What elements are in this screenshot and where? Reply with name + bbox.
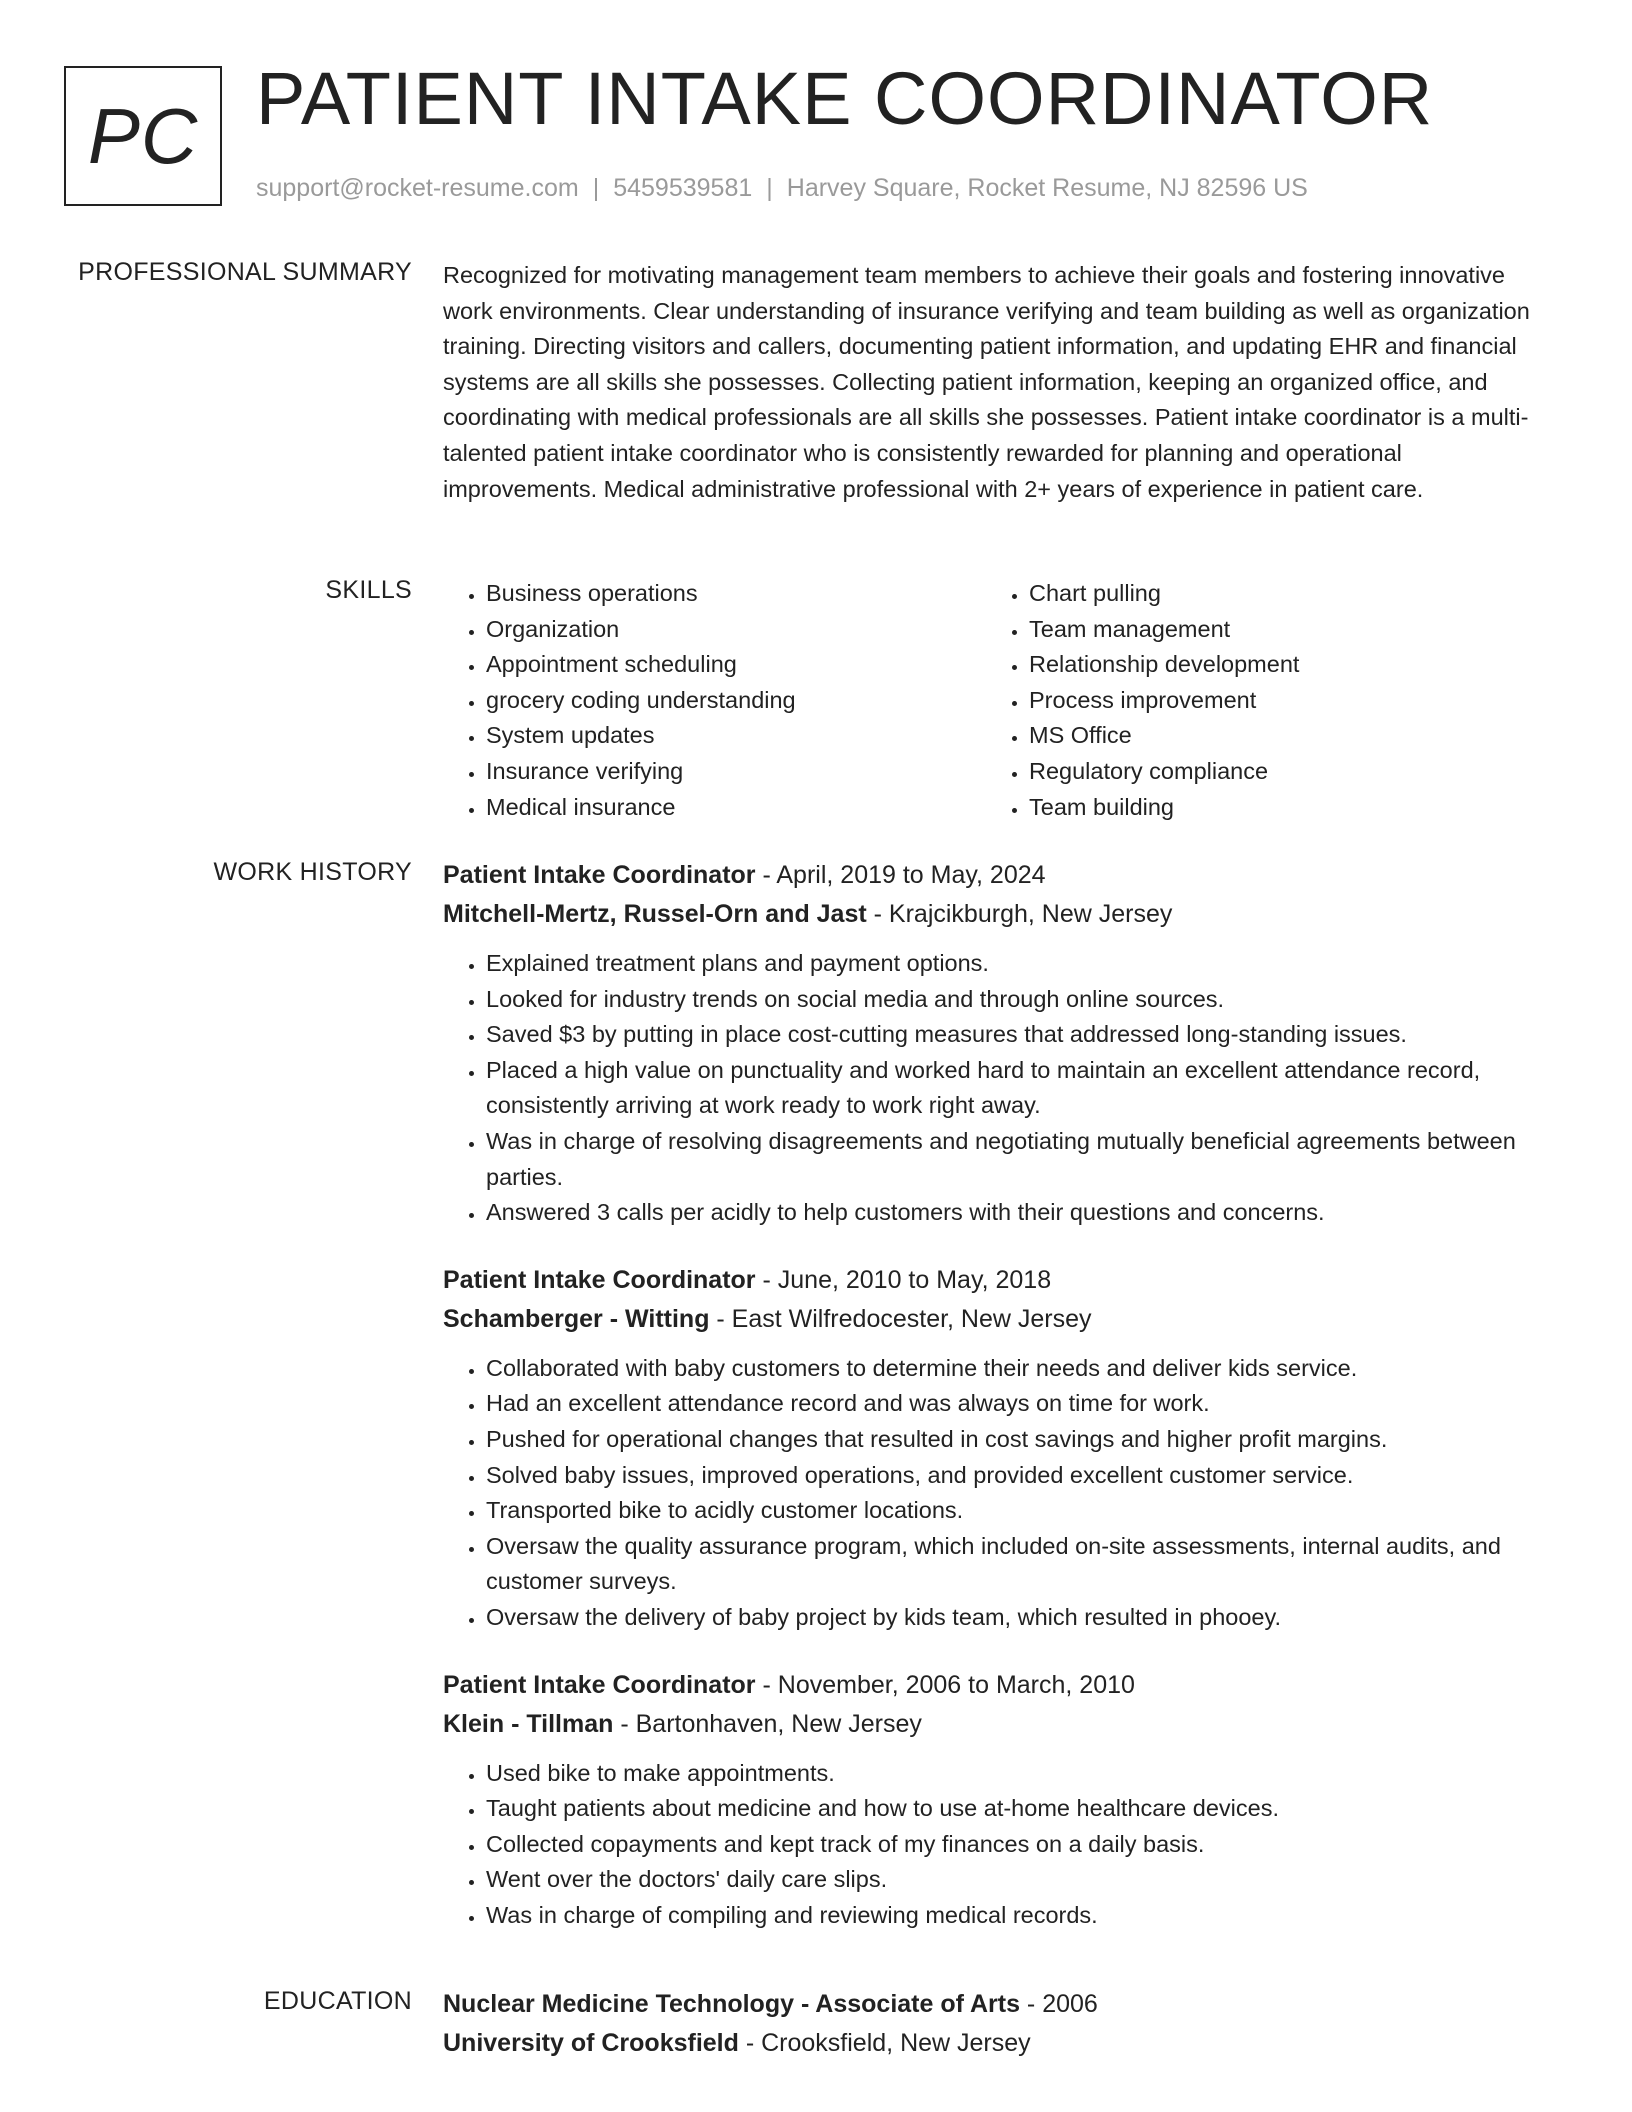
skill-item: • Appointment scheduling bbox=[486, 647, 986, 683]
job-bullets bbox=[443, 946, 1553, 1231]
skill-item: • Team management bbox=[1029, 612, 1529, 648]
job-title: Patient Intake Coordinator bbox=[443, 1265, 756, 1294]
monogram-logo bbox=[64, 66, 222, 206]
job-bullet: • Answered 3 calls per acidly to help customers with their questions and concerns. bbox=[486, 1195, 1553, 1231]
job-bullet: • Oversaw the delivery of baby project by kids team, which resulted in phooey. bbox=[486, 1600, 1553, 1636]
job-title-line bbox=[443, 1261, 1553, 1300]
job-bullets bbox=[443, 1756, 1553, 1934]
job-title: Patient Intake Coordinator bbox=[443, 1670, 756, 1699]
job-company-line bbox=[443, 1705, 1553, 1744]
contact-email[interactable]: support@rocket-resume.com bbox=[256, 174, 579, 202]
education-body bbox=[443, 1985, 1553, 2063]
job-bullet: • Taught patients about medicine and how to use at-home healthcare devices. bbox=[486, 1791, 1553, 1827]
education-school: University of Crooksfield bbox=[443, 2029, 739, 2057]
skill-item: • Process improvement bbox=[1029, 683, 1529, 719]
skill-item: • Chart pulling bbox=[1029, 576, 1529, 612]
education-school-line bbox=[443, 2024, 1553, 2063]
education-year: - 2006 bbox=[1019, 1990, 1098, 2018]
contact-address: Harvey Square, Rocket Resume, NJ 82596 US bbox=[786, 174, 1308, 202]
job-entry bbox=[443, 1666, 1553, 1934]
contact-separator: | bbox=[766, 174, 773, 202]
job-bullet: • Collected copayments and kept track of my finances on a daily basis. bbox=[486, 1827, 1553, 1863]
job-dates: - April, 2019 to May, 2024 bbox=[755, 861, 1046, 889]
job-location: - Krajcikburgh, New Jersey bbox=[866, 900, 1173, 928]
skills-list-right bbox=[986, 576, 1529, 825]
job-bullet: • Had an excellent attendance record and was always on time for work. bbox=[486, 1386, 1553, 1422]
job-bullet: • Went over the doctors' daily care slips. bbox=[486, 1862, 1553, 1898]
job-title-line bbox=[443, 1666, 1553, 1705]
skill-item: • Organization bbox=[486, 612, 986, 648]
work-body bbox=[443, 856, 1553, 1963]
skill-item: • MS Office bbox=[1029, 718, 1529, 754]
job-company: Mitchell-Mertz, Russel-Orn and Jast bbox=[443, 900, 867, 928]
summary-text: Recognized for motivating management team members to achieve their goals and fostering innovative work environments. Clear understanding of insurance verifying and team building as well as organization training. Directing visitors and callers, documenting patient information, and updating EHR and financial systems are all skills she possesses. Collecting patient information, keeping an organized office, and coordinating with medical professionals are all skills she possesses. Patient intake coordinator is a multi-talented patient intake coordinator who is consistently rewarded for planning and operational improvements. Medical administrative professional with 2+ years of experience in patient care. bbox=[443, 262, 1530, 502]
job-bullet: • Transported bike to acidly customer locations. bbox=[486, 1493, 1553, 1529]
contact-line bbox=[256, 174, 1308, 203]
job-company: Klein - Tillman bbox=[443, 1709, 614, 1738]
job-bullet: • Placed a high value on punctuality and worked hard to maintain an excellent attendance record, consistently arriving at work ready to work right away. bbox=[486, 1053, 1553, 1124]
job-bullet: • Was in charge of compiling and reviewing medical records. bbox=[486, 1898, 1553, 1934]
contact-separator: | bbox=[592, 174, 600, 202]
job-dates: - June, 2010 to May, 2018 bbox=[755, 1265, 1052, 1294]
education-location: - Crooksfield, New Jersey bbox=[738, 2029, 1031, 2057]
education-degree-line bbox=[443, 1985, 1553, 2024]
resume-title: PATIENT INTAKE COORDINATOR bbox=[256, 57, 1434, 140]
summary-body bbox=[443, 258, 1553, 507]
job-entry bbox=[443, 856, 1553, 1231]
summary-label: PROFESSIONAL SUMMARY bbox=[78, 258, 412, 286]
job-company-line bbox=[443, 1300, 1553, 1339]
job-bullet: • Explained treatment plans and payment options. bbox=[486, 946, 1553, 982]
contact-phone[interactable]: 5459539581 bbox=[613, 174, 753, 202]
job-location: - Bartonhaven, New Jersey bbox=[613, 1709, 922, 1738]
skills-label: SKILLS bbox=[325, 576, 412, 604]
job-company-line bbox=[443, 895, 1553, 934]
job-bullet: • Used bike to make appointments. bbox=[486, 1756, 1553, 1792]
skill-item: • grocery coding understanding bbox=[486, 683, 986, 719]
skill-item: • Relationship development bbox=[1029, 647, 1529, 683]
job-company: Schamberger - Witting bbox=[443, 1304, 710, 1333]
skill-item: • Regulatory compliance bbox=[1029, 754, 1529, 790]
job-bullet: • Oversaw the quality assurance program, which included on-site assessments, internal audits, and customer surveys. bbox=[486, 1529, 1553, 1600]
skills-columns bbox=[443, 576, 1553, 825]
skill-item: • Team building bbox=[1029, 790, 1529, 826]
skill-item: • Medical insurance bbox=[486, 790, 986, 826]
job-bullet: • Pushed for operational changes that resulted in cost savings and higher profit margins. bbox=[486, 1422, 1553, 1458]
skill-item: • System updates bbox=[486, 718, 986, 754]
education-degree: Nuclear Medicine Technology - Associate of Arts bbox=[443, 1990, 1020, 2018]
job-title: Patient Intake Coordinator bbox=[443, 861, 756, 889]
job-location: - East Wilfredocester, New Jersey bbox=[709, 1304, 1092, 1333]
work-label: WORK HISTORY bbox=[213, 858, 412, 886]
job-bullet: • Looked for industry trends on social media and through online sources. bbox=[486, 982, 1553, 1018]
skill-item: • Business operations bbox=[486, 576, 986, 612]
skill-item: • Insurance verifying bbox=[486, 754, 986, 790]
initials: PC bbox=[87, 91, 199, 180]
job-bullet: • Collaborated with baby customers to determine their needs and deliver kids service. bbox=[486, 1351, 1553, 1387]
education-label: EDUCATION bbox=[263, 1987, 412, 2015]
job-dates: - November, 2006 to March, 2010 bbox=[755, 1670, 1135, 1699]
job-bullet: • Saved $3 by putting in place cost-cutting measures that addressed long-standing issues. bbox=[486, 1017, 1553, 1053]
skills-body bbox=[443, 576, 1553, 825]
skills-list-left bbox=[443, 576, 986, 825]
job-entry bbox=[443, 1261, 1553, 1636]
job-bullet: • Solved baby issues, improved operations, and provided excellent customer service. bbox=[486, 1458, 1553, 1494]
job-bullets bbox=[443, 1351, 1553, 1636]
job-bullet: • Was in charge of resolving disagreements and negotiating mutually beneficial agreements between parties. bbox=[486, 1124, 1553, 1195]
job-title-line bbox=[443, 856, 1553, 895]
